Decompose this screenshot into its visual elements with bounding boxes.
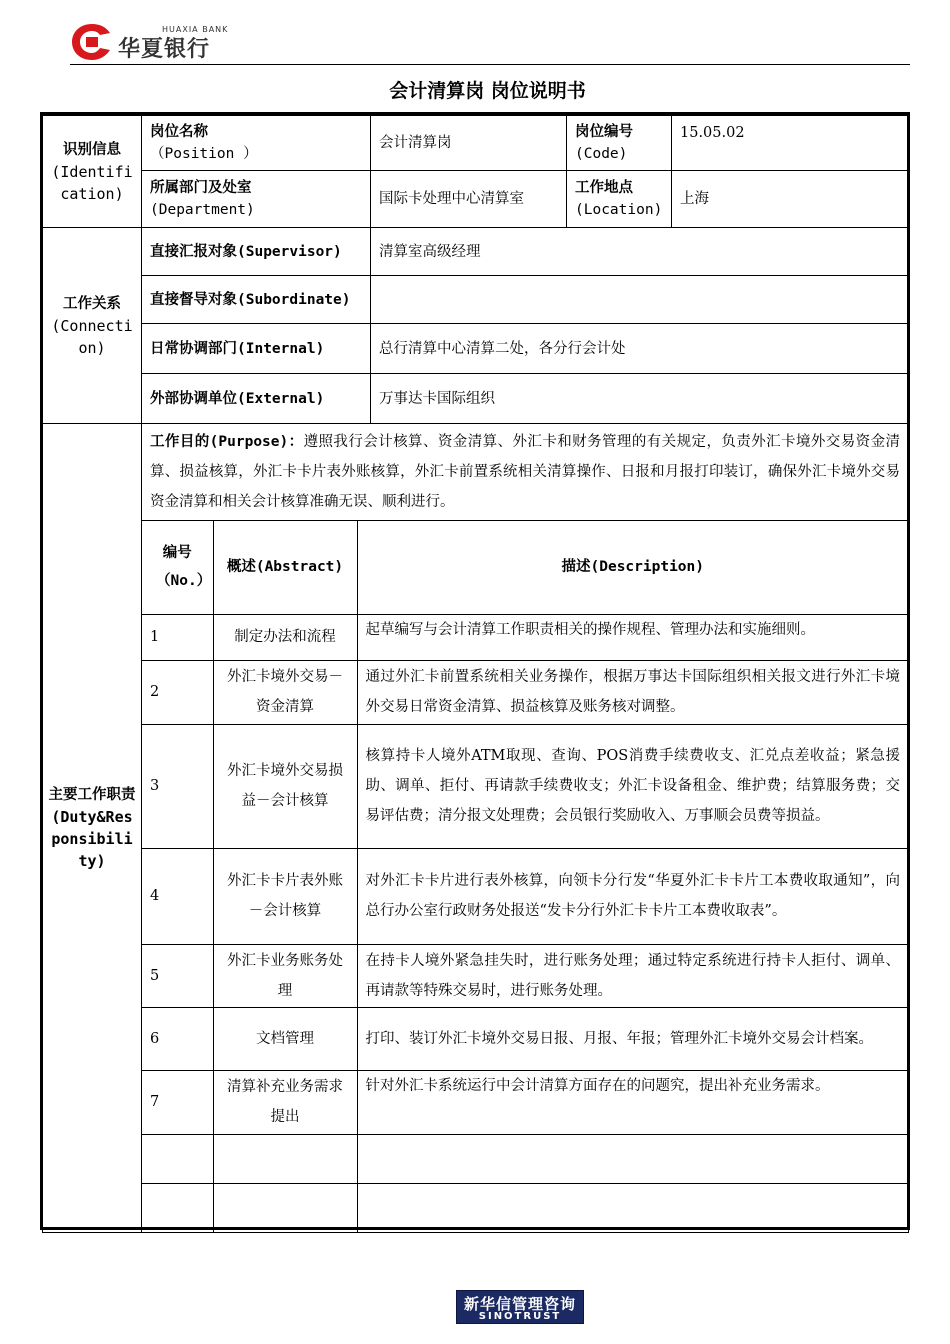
sinotrust-logo (456, 1290, 584, 1324)
duty-item-no: 7 (142, 1070, 213, 1134)
duty-item-description: 在持卡人境外紧急挂失时，进行账务处理；通过特定系统进行持卡人拒付、调单、再请款等特殊交易时，进行账务处理。 (357, 944, 908, 1007)
identification-row-1 (43, 116, 909, 171)
purpose-label: 工作目的(Purpose)： (150, 433, 304, 450)
identification-section-cn: 识别信息 (63, 141, 121, 158)
sinotrust-name-cn: 新华信管理咨询 (463, 1295, 576, 1313)
connection-label: 直接督导对象(Subordinate) (142, 276, 371, 324)
duty-table (142, 424, 908, 1232)
position-value: 会计清算岗 (371, 116, 567, 171)
duty-item-no: 1 (142, 614, 213, 660)
connection-value (371, 276, 909, 324)
purpose-row (142, 424, 908, 520)
duty-item-description: 起草编写与会计清算工作职责相关的操作规程、管理办法和实施细则。 (357, 614, 908, 660)
duty-item-abstract: 制定办法和流程 (213, 614, 357, 660)
connection-row (43, 276, 909, 324)
identification-section-en: (Identification) (51, 162, 133, 203)
location-label-en: (Location) (575, 202, 663, 218)
dept-label (142, 171, 371, 228)
connection-label: 日常协调部门(Internal) (142, 324, 371, 374)
duty-empty-cell (213, 1134, 357, 1183)
duty-item-abstract: 外汇卡境外交易损益－会计核算 (213, 724, 357, 848)
duty-item-no: 6 (142, 1007, 213, 1070)
duty-item-description: 针对外汇卡系统运行中会计清算方面存在的问题究，提出补充业务需求。 (357, 1070, 908, 1134)
duty-item-abstract: 清算补充业务需求提出 (213, 1070, 357, 1134)
duty-item-row (142, 724, 908, 848)
duty-item-no: 2 (142, 660, 213, 724)
col-description-header: 描述(Description) (357, 520, 908, 614)
duty-item-row (142, 1007, 908, 1070)
code-label-en: (Code) (575, 146, 628, 162)
job-description-table (42, 115, 909, 1233)
position-label-cn: 岗位名称 (150, 124, 208, 140)
duty-content (142, 424, 909, 1233)
duty-item-no: 3 (142, 724, 213, 848)
connection-section-en: (Connection) (51, 316, 133, 357)
connection-section (43, 228, 142, 424)
code-label-cn: 岗位编号 (575, 124, 633, 140)
location-value: 上海 (672, 171, 909, 228)
position-label-en: （Position ） (150, 146, 258, 162)
duty-empty-row (142, 1183, 908, 1232)
connection-value: 清算室高级经理 (371, 228, 909, 276)
page-title: 会计清算岗 岗位说明书 (389, 80, 586, 102)
duty-item-row (142, 944, 908, 1007)
dept-value: 国际卡处理中心清算室 (371, 171, 567, 228)
duty-section (43, 424, 142, 1233)
duty-item-description: 打印、装订外汇卡境外交易日报、月报、年报；管理外汇卡境外交易会计档案。 (357, 1007, 908, 1070)
duty-item-row (142, 1070, 908, 1134)
code-value: 15.05.02 (672, 116, 909, 171)
duty-item-description: 通过外汇卡前置系统相关业务操作，根据万事达卡国际组织相关报文进行外汇卡境外交易日常资金清算、损益核算及账务核对调整。 (357, 660, 908, 724)
duty-empty-cell (357, 1183, 908, 1232)
connection-value: 总行清算中心清算二处，各分行会计处 (371, 324, 909, 374)
duty-item-row (142, 848, 908, 944)
purpose-text: 遵照我行会计核算、资金清算、外汇卡和财务管理的有关规定，负责外汇卡境外交易资金清算、损益核算，外汇卡卡片表外账核算，外汇卡前置系统相关清算操作、日报和月报打印装订，确保外汇卡境外交易资金清算和相关会计核算准确无误、顺利进行。 (150, 433, 900, 510)
duty-empty-cell (142, 1134, 213, 1183)
duty-item-abstract: 外汇卡业务账务处理 (213, 944, 357, 1007)
connection-value: 万事达卡国际组织 (371, 374, 909, 424)
duty-section-en: (Duty&Responsibility) (51, 808, 133, 870)
col-no-header: 编号（No.） (142, 520, 213, 614)
duty-empty-cell (357, 1134, 908, 1183)
bank-name-en: HUAXIA BANK (162, 25, 229, 34)
duty-item-abstract: 外汇卡境外交易－资金清算 (213, 660, 357, 724)
connection-row (43, 374, 909, 424)
duty-row (43, 424, 909, 1233)
duty-item-description: 核算持卡人境外ATM取现、查询、POS消费手续费收支、汇兑点差收益；紧急援助、调单、拒付、再请款手续费收支；外汇卡设备租金、维护费；结算服务费；交易评估费；清分报文处理费；会员银行奖励收入、万事顺会员费等损益。 (357, 724, 908, 848)
bank-name-cn: 华夏银行 (118, 37, 211, 62)
identification-row-2 (43, 171, 909, 228)
dept-label-cn: 所属部门及处室 (150, 180, 252, 196)
huaxia-emblem-icon (70, 22, 114, 62)
duty-item-abstract: 外汇卡卡片表外账－会计核算 (213, 848, 357, 944)
sinotrust-name-en: SINOTRUST (478, 1311, 562, 1322)
duty-item-no: 5 (142, 944, 213, 1007)
duty-item-description: 对外汇卡卡片进行表外核算，向领卡分行发“华夏外汇卡卡片工本费收取通知”，向总行办公室行政财务处报送“发卡分行外汇卡卡片工本费收取表”。 (357, 848, 908, 944)
duty-item-row (142, 660, 908, 724)
position-label (142, 116, 371, 171)
duty-item-row (142, 614, 908, 660)
connection-row (43, 324, 909, 374)
dept-label-en: (Department) (150, 202, 255, 218)
duty-header-row (142, 520, 908, 614)
connection-label: 外部协调单位(External) (142, 374, 371, 424)
connection-row (43, 228, 909, 276)
duty-empty-cell (213, 1183, 357, 1232)
connection-section-cn: 工作关系 (63, 295, 121, 312)
location-label (567, 171, 672, 228)
identification-section (43, 116, 142, 228)
connection-label: 直接汇报对象(Supervisor) (142, 228, 371, 276)
code-label (567, 116, 672, 171)
location-label-cn: 工作地点 (575, 180, 633, 196)
duty-empty-row (142, 1134, 908, 1183)
duty-section-cn: 主要工作职责 (48, 787, 136, 803)
duty-empty-cell (142, 1183, 213, 1232)
duty-item-no: 4 (142, 848, 213, 944)
header-rule (70, 64, 910, 65)
col-abstract-header: 概述(Abstract) (213, 520, 357, 614)
duty-item-abstract: 文档管理 (213, 1007, 357, 1070)
purpose-cell (142, 424, 908, 520)
